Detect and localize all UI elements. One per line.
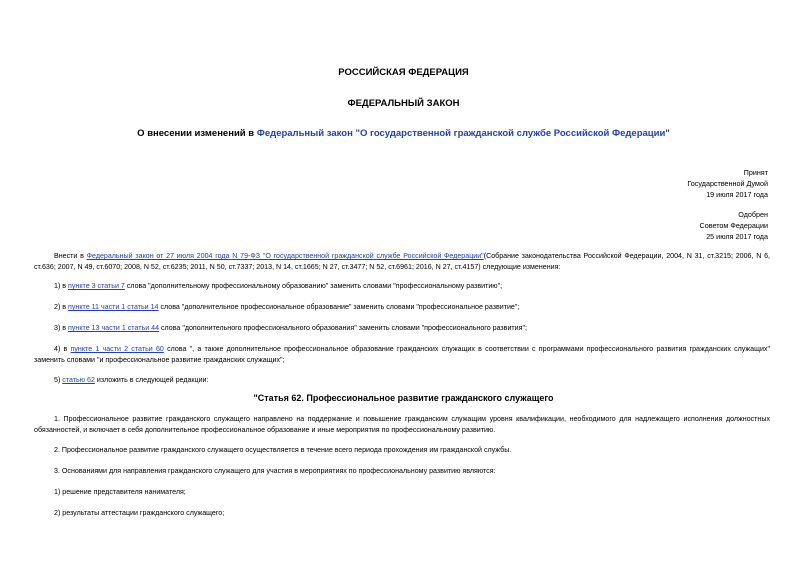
amendment-item-4: [34, 344, 770, 365]
item-2-link[interactable]: пункте 11 части 1 статьи 14: [68, 303, 159, 311]
document-title: [0, 128, 807, 139]
title-prefix: О внесении изменений в: [137, 128, 257, 139]
item-4-text: слова ", а также дополнительное профессиональное образование гражданских служащих в соответствии с программами профессионального развития гражданских служащих" заменить словами "и профессиональное развитие гражданских служащих";: [34, 345, 770, 364]
approved-date: 25 июля 2017 года: [706, 232, 768, 241]
item-4-prefix: 4) в: [54, 345, 71, 353]
accepted-date: 19 июля 2017 года: [706, 190, 768, 199]
item-5-text: изложить в следующей редакции:: [94, 376, 209, 384]
amendment-item-3: [34, 323, 770, 334]
article-62-title: "Статья 62. Профессиональное развитие гражданского служащего: [253, 393, 554, 403]
intro-text-start: Внести в: [54, 252, 87, 260]
amendment-item-1: [34, 281, 770, 292]
item-1-link[interactable]: пункте 3 статьи 7: [68, 282, 125, 290]
item-5-prefix: 5): [54, 376, 63, 384]
amendment-item-2: [34, 302, 770, 313]
item-1-prefix: 1) в: [54, 282, 69, 290]
intro-paragraph: [34, 251, 770, 272]
item-3-prefix: 3) в: [54, 324, 69, 332]
item-4-link[interactable]: пункте 1 части 2 статьи 60: [70, 345, 164, 353]
article-paragraph-4: 1) решение представителя нанимателя;: [54, 488, 186, 496]
approved-by: Советом Федерации: [699, 221, 768, 230]
item-3-text: слова "дополнительного профессионального образования" заменить словами "профессионального развития";: [159, 324, 527, 332]
item-2-text: слова "дополнительное профессиональное образование" заменить словами "профессиональное развитие";: [158, 303, 520, 311]
title-law-link[interactable]: Федеральный закон "О государственной гражданской службе Российской Федерации": [256, 128, 670, 139]
accepted-by: Государственной Думой: [687, 179, 768, 188]
item-1-text: слова "дополнительному профессиональному образованию" заменить словами "профессиональному развитию";: [124, 282, 503, 290]
amendment-item-5: [34, 375, 770, 386]
article-paragraph-1: 1. Профессиональное развитие гражданского служащего направлено на поддержание и повышение гражданским служащим уровня квалификации, необходимого для надлежащего исполнения должностных обязанностей, и включает в себя дополнительное профессиональное образование и иные мероприятия по профессиональному развитию.: [34, 415, 770, 434]
adoption-block: [687, 167, 768, 200]
article-paragraph-2: 2. Профессиональное развитие гражданского служащего осуществляется в течение всего периода прохождения им гражданской службы.: [54, 446, 512, 454]
intro-law-link[interactable]: Федеральный закон от 27 июля 2004 года N 79-ФЗ "О государственной гражданской службе Российской Федерации": [86, 252, 484, 260]
accepted-label: Принят: [743, 168, 768, 177]
intro-text-end: (Собрание законодательства Российской Федерации, 2004, N 31, ст.3215; 2006, N 6, ст.636; 2007, N 49, ст.6070; 2008, N 52, ст.6235; 2011, N 50, ст.7337; 2013, N 14, ст.1665; N 27, ст.3477; N 52, ст.6961; 2016, N 27, ст.4157) следующие изменения:: [34, 252, 770, 271]
article-paragraph-5: 2) результаты аттестации гражданского служащего;: [54, 509, 225, 517]
item-2-prefix: 2) в: [54, 303, 69, 311]
approved-label: Одобрен: [738, 210, 768, 219]
item-3-link[interactable]: пункте 13 части 1 статьи 44: [68, 324, 160, 332]
approval-block: [700, 209, 768, 242]
article-paragraph-3: 3. Основаниями для направления гражданского служащего для участия в мероприятиях по профессиональному развитию являются:: [54, 467, 496, 475]
document-type-heading: ФЕДЕРАЛЬНЫЙ ЗАКОН: [347, 98, 460, 109]
item-5-link[interactable]: статью 62: [62, 376, 95, 384]
country-heading: РОССИЙСКАЯ ФЕДЕРАЦИЯ: [338, 67, 469, 78]
